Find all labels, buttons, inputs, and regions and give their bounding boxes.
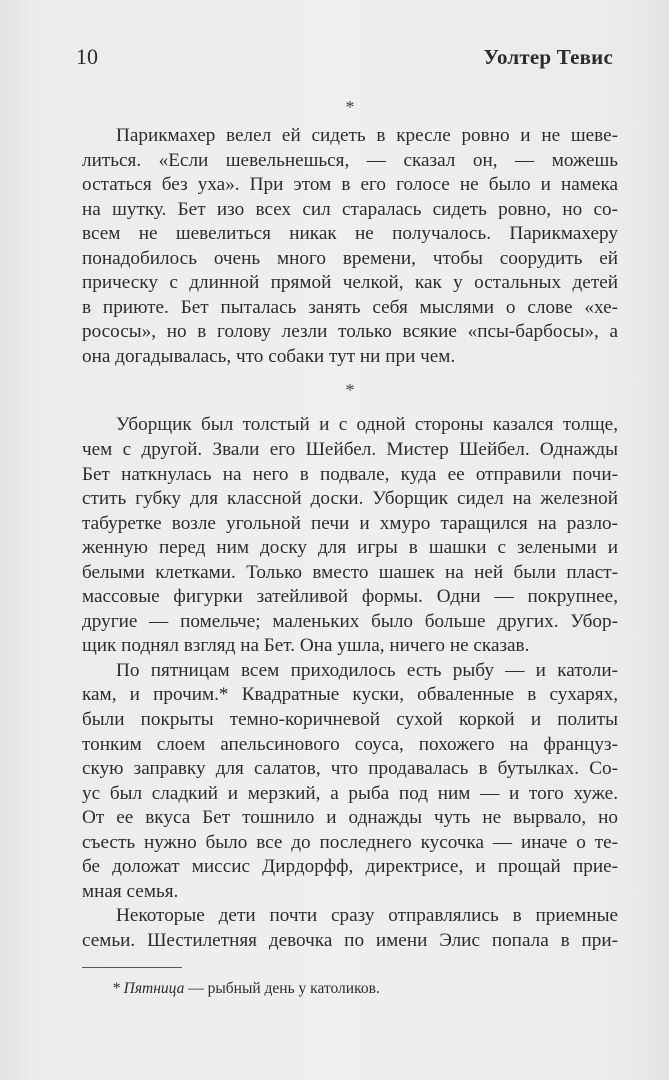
text-line: табуретке возле угольной печи и хмуро таращился на разло-: [82, 512, 618, 534]
text-line: Уборщик был толстый и с одной стороны казался толще,: [116, 414, 618, 436]
text-line: в приюте. Бет пыталась занять себя мыслями о слове «хе-: [82, 296, 618, 318]
text-line: понадобилось очень много времени, чтобы соорудить ей: [82, 247, 618, 269]
running-head-author: Уолтер Тевис: [483, 45, 613, 69]
text-line: От ее вкуса Бет тошнило и однажды чуть не вырвало, но: [82, 807, 618, 829]
text-line: белыми клетками. Только вместо шашек на ней были пласт-: [82, 561, 618, 583]
text-line: Парикмахер велел ей сидеть в кресле ровно и не шеве-: [116, 125, 618, 146]
text-line: остаться без уха». При этом в его голосе не было и намека: [82, 174, 618, 196]
footnote: [112, 980, 380, 998]
text-line: щик поднял взгляд на Бет. Она ушла, ничего не сказав.: [82, 635, 530, 657]
section-separator: *: [345, 97, 355, 117]
body-text: [82, 92, 618, 954]
page-header: [76, 44, 613, 78]
footnote-rule: [82, 967, 182, 968]
section-separator: *: [345, 380, 355, 401]
text-line: она догадывалась, что собаки тут ни при чем.: [82, 345, 456, 367]
text-line: Бет наткнулась на него в подвале, куда ее отправили почи-: [82, 463, 618, 485]
text-line: бе доложат миссис Дирдорфф, директрисе, и прощай прие-: [82, 856, 618, 878]
text-line: тонким слоем апельсинового соуса, похожего на француз-: [82, 733, 618, 755]
paragraph-foster: [82, 904, 618, 953]
text-line: ус был сладкий и мерзкий, а рыба под ним — и того хуже.: [82, 782, 618, 804]
footnote-term: * Пятница: [112, 980, 185, 997]
text-line: кам, и прочим.* Квадратные куски, обваленные в сухарях,: [82, 684, 618, 706]
text-line: другие — помельче; маленьких было больше других. Убор-: [82, 610, 618, 632]
page-number: 10: [76, 44, 98, 69]
paragraph-janitor: [82, 413, 618, 658]
text-line: семьи. Шестилетняя девочка по имени Элис попала в при-: [82, 929, 618, 951]
text-line: мная семья.: [82, 880, 179, 902]
text-line: прическу с длинной прямой челкой, как у остальных детей: [82, 272, 618, 294]
text-line: всем не шевелиться никак не получалось. Парикмахеру: [82, 223, 618, 245]
text-line: были покрыты темно-коричневой сухой коркой и политы: [82, 709, 618, 731]
text-line: женную перед ним доску для игры в шашки с зелеными и: [82, 537, 618, 559]
text-line: массовые фигурки затейливой формы. Одни — покрупнее,: [82, 586, 618, 608]
text-line: скую заправку для салатов, что продавалась в бутылках. Со-: [82, 758, 618, 780]
text-line: съесть нужно было все до последнего кусочка — иначе о те-: [82, 831, 618, 853]
text-line: Некоторые дети почти сразу отправлялись в приемные: [116, 905, 618, 927]
text-line: По пятницам всем приходилось есть рыбу — и католи-: [116, 659, 618, 681]
footnote-text: — рыбный день у католиков.: [184, 980, 380, 997]
text-line: чем с другой. Звали его Шейбел. Мистер Шейбел. Однажды: [82, 439, 618, 461]
text-line: литься. «Если шевельнешься, — сказал он, — можешь: [82, 149, 618, 171]
text-line: на шутку. Бет изо всех сил старалась сидеть ровно, но со-: [82, 198, 618, 220]
paragraph-barber: [82, 124, 618, 369]
text-line: рососы», но в голову лезли только всякие «псы-барбосы», а: [82, 321, 618, 343]
paragraph-fridays: [82, 659, 618, 904]
text-line: стить губку для классной доски. Уборщик сидел на железной: [82, 488, 618, 510]
